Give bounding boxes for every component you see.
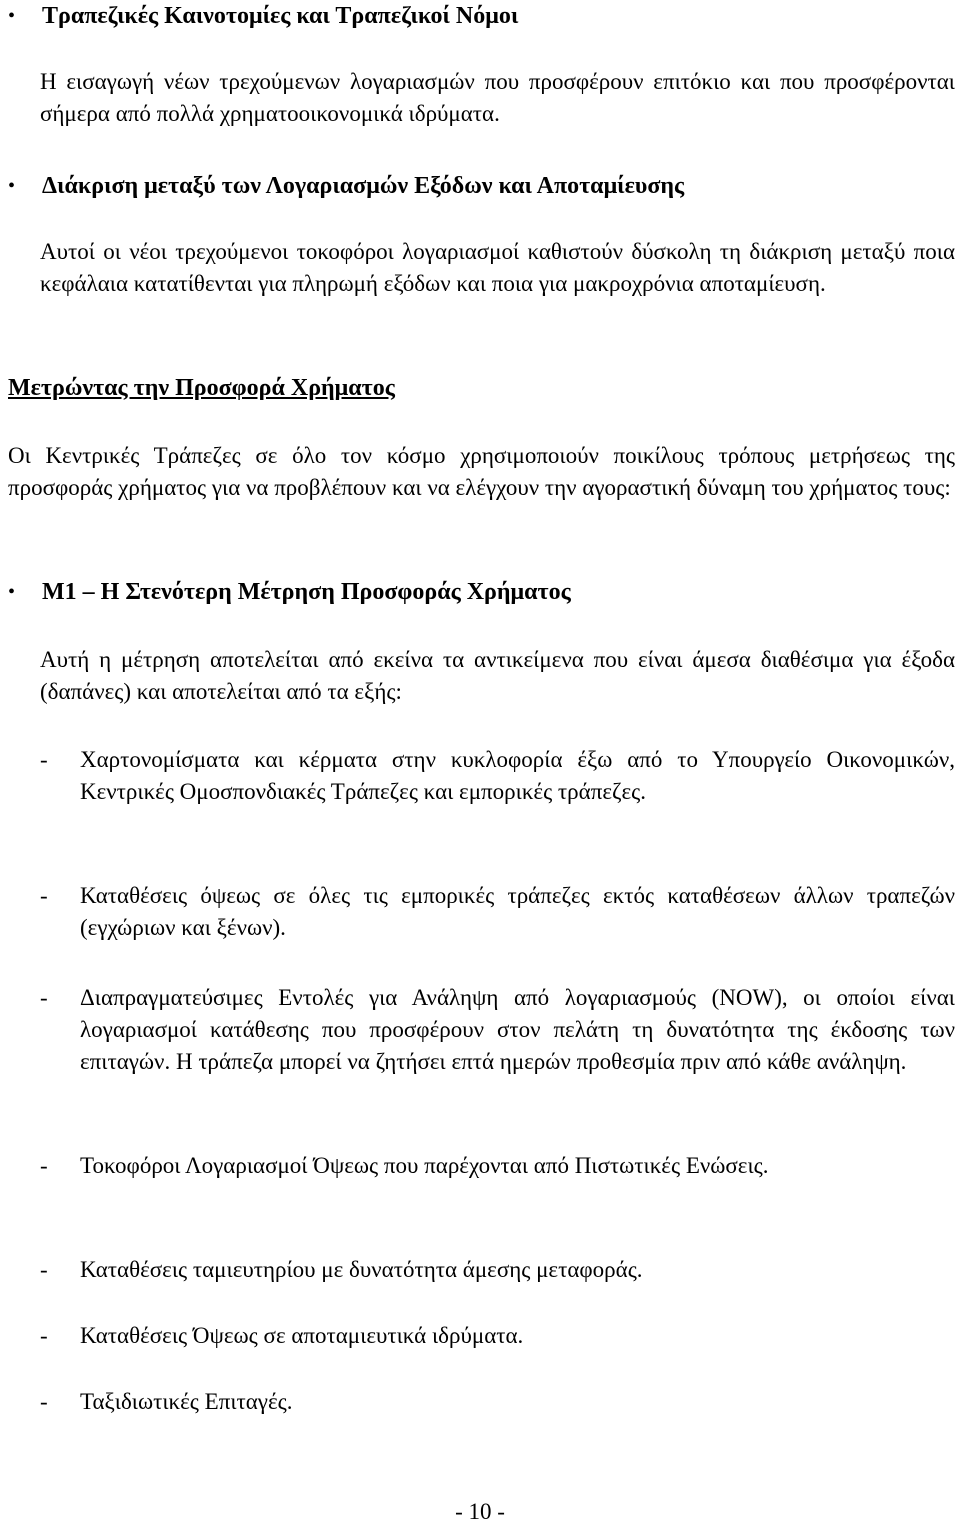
list-item-text: Χαρτονομίσματα και κέρματα στην κυκλοφορία έξω από το Υπουργείο Οικονομικών, Κεντρικές Ομοσπονδιακές Τράπεζες και εμπορικές τράπεζες. [80,747,955,804]
section-title: Μετρώντας την Προσφορά Χρήματος [8,375,395,401]
bullet-icon: • [8,175,16,197]
dash-marker: - [40,883,48,908]
list-item [40,1386,955,1418]
dash-marker: - [40,747,48,772]
paragraph-m1-description: Αυτή η μέτρηση αποτελείται από εκείνα τα αντικείμενα που είναι άμεσα διαθέσιμα για έξοδα (δαπάνες) και αποτελείται από τα εξής: [40,647,955,704]
list-item [40,744,955,808]
list-item [40,982,955,1078]
paragraph-intro: Η εισαγωγή νέων τρεχούμενων λογαριασμών που προσφέρουν επιτόκιο και που προσφέρονται σήμερα από πολλά χρηματοοικονομικά ιδρύματα. [40,69,955,126]
paragraph-central-banks: Οι Κεντρικές Τράπεζες σε όλο τον κόσμο χρησιμοποιούν ποικίλους τρόπους μετρήσεως της προσφοράς χρήματος για να προβλέπουν και να ελέγχουν την αγοραστική δύναμη του χρήματος τους: [8,443,955,500]
list-item-text: Καταθέσεις ταμιευτηρίου με δυνατότητα άμεσης μεταφοράς. [80,1257,643,1282]
dash-marker: - [40,1153,48,1178]
heading-text: Τραπεζικές Καινοτομίες και Τραπεζικοί Νόμοι [42,3,519,29]
list-item-text: Τοκοφόροι Λογαριασμοί Όψεως που παρέχονται από Πιστωτικές Ενώσεις. [80,1153,769,1178]
list-item [40,1320,955,1352]
bullet-icon: • [8,581,16,603]
list-item-text: Καταθέσεις Όψεως σε αποταμιευτικά ιδρύματα. [80,1323,524,1348]
list-item-text: Διαπραγματεύσιμες Εντολές για Ανάληψη από λογαριασμούς (NOW), οι οποίοι είναι λογαριασμοί κατάθεσης που προσφέρουν στον πελάτη τη δυνατότητα της έκδοσης των επιταγών. Η τράπεζα μπορεί να ζητήσει επτά ημερών προθεσμία πριν από κάθε ανάληψη. [80,985,955,1074]
page-number: - 10 - [455,1499,505,1524]
list-item [40,1150,955,1182]
heading-text: Διάκριση μεταξύ των Λογαριασμών Εξόδων και Αποταμίευσης [42,173,685,199]
heading-text: Μ1 – Η Στενότερη Μέτρηση Προσφοράς Χρήματος [42,579,571,605]
list-item-text: Ταξιδιωτικές Επιταγές. [80,1389,293,1414]
list-item-text: Καταθέσεις όψεως σε όλες τις εμπορικές τράπεζες εκτός καταθέσεων άλλων τραπεζών (εγχώριων και ξένων). [80,883,955,940]
paragraph-distinction: Αυτοί οι νέοι τρεχούμενοι τοκοφόροι λογαριασμοί καθιστούν δύσκολη τη διάκριση μεταξύ ποια κεφάλαια κατατίθενται για πληρωμή εξόδων και ποια για μακροχρόνια αποταμίευση. [40,239,955,296]
dash-marker: - [40,1323,48,1348]
list-item [40,1254,955,1286]
list-item [40,880,955,944]
dash-marker: - [40,985,48,1010]
dash-marker: - [40,1389,48,1414]
dash-marker: - [40,1257,48,1282]
bullet-icon: • [8,5,16,27]
